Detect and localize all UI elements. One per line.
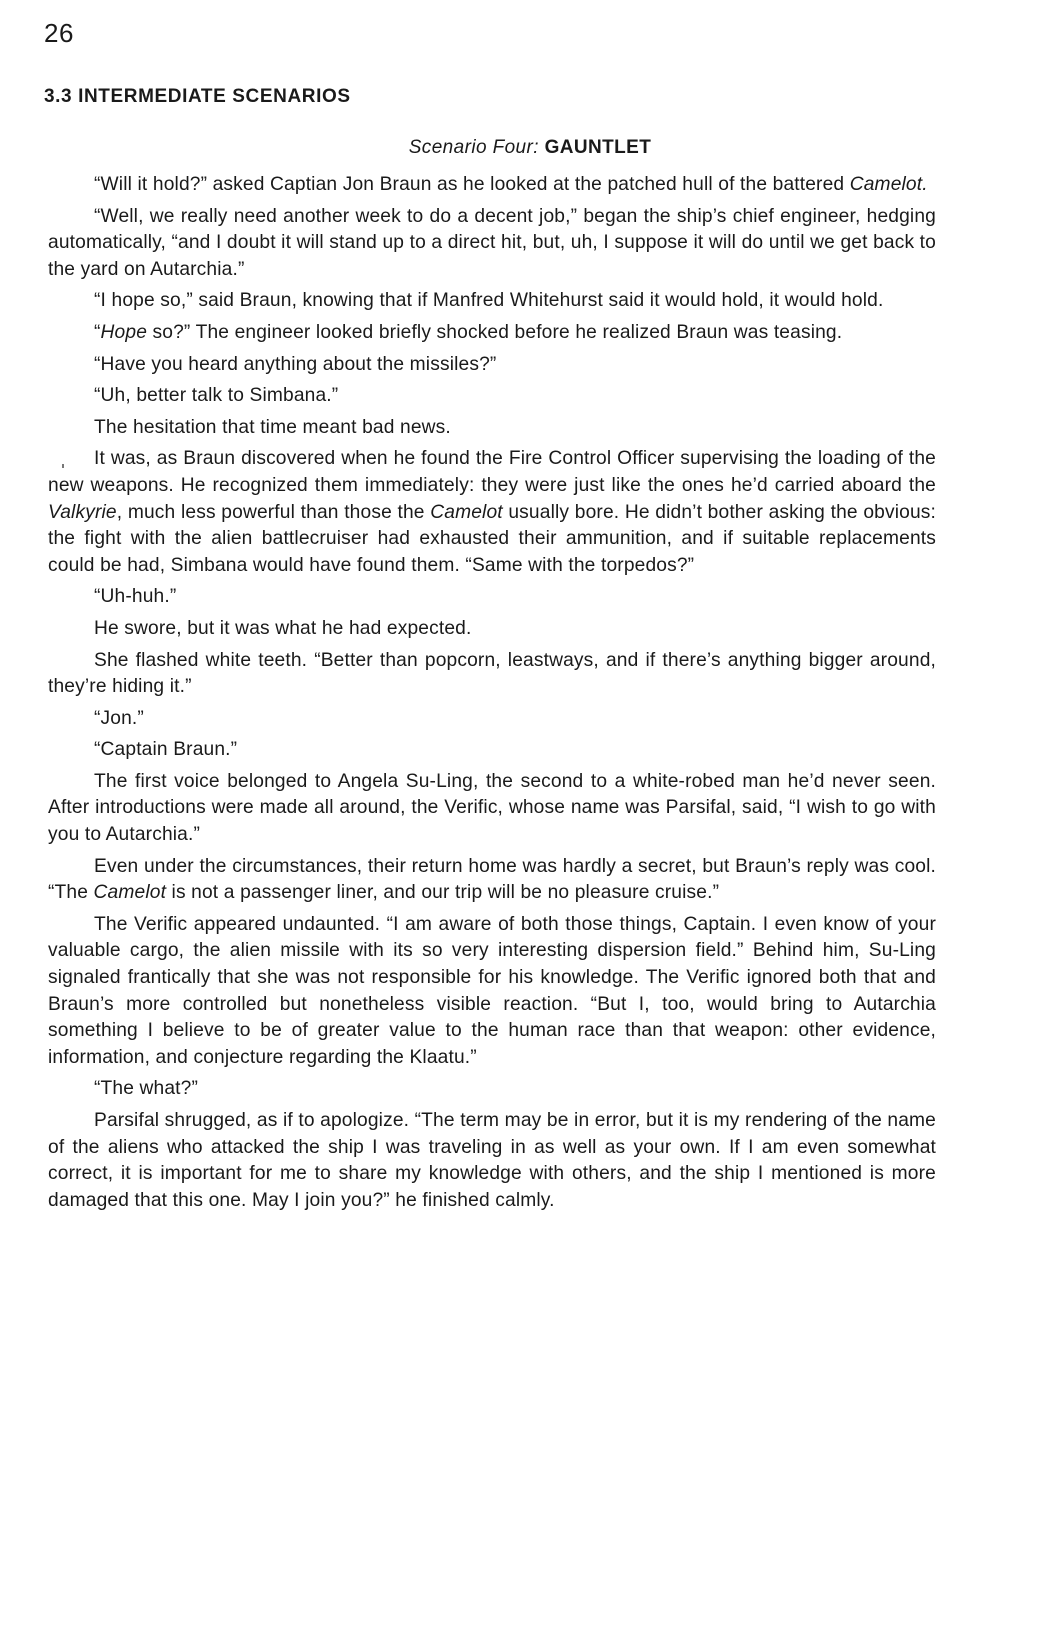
paragraph — [48, 616, 936, 643]
paragraph-text: “Jon.” — [94, 707, 144, 729]
paragraph-text: “Uh, better talk to Simbana.” — [94, 385, 339, 407]
paragraph — [48, 706, 936, 733]
section-heading: 3.3 INTERMEDIATE SCENARIOS — [44, 86, 351, 107]
paragraph — [48, 1108, 936, 1214]
paragraph-text: The first voice belonged to Angela Su-Ling, the second to a white-robed man he’d never seen. After introductions were made all around, the Verific, whose name was Parsifal, said, “I wish to go with you to Autarchia.” — [48, 770, 936, 846]
paragraph-text: “I hope so,” said Braun, knowing that if Manfred Whitehurst said it would hold, it would hold. — [94, 290, 884, 312]
paragraph — [48, 769, 936, 849]
scan-speck — [62, 464, 64, 468]
paragraph — [48, 1076, 936, 1103]
scenario-label: Scenario Four: — [408, 137, 539, 158]
italic-text: Valkyrie — [48, 501, 117, 523]
paragraph — [48, 446, 936, 579]
paragraph-text: , much less powerful than those the — [116, 501, 431, 523]
paragraph-text: “Will it hold?” asked Captian Jon Braun as he looked at the patched hull of the battered — [94, 174, 850, 195]
paragraph-text: usually bore. He didn’t bother asking the obvious: the fight with the alien battlecruiser had exhausted their ammunition, and if suitable replacements could be had, Simbana would have found them. “Same with the torpedos?” — [48, 501, 936, 576]
paragraph — [48, 415, 936, 442]
paragraph — [48, 737, 936, 764]
paragraph — [48, 172, 936, 199]
paragraph-text: Even under the circumstances, their return home was hardly a secret, but Braun’s reply was cool. “The — [48, 855, 936, 904]
paragraph — [48, 320, 936, 347]
italic-text: Camelot — [430, 501, 503, 523]
scenario-title — [0, 137, 1060, 159]
paragraph-text: “ — [94, 321, 101, 343]
paragraph — [48, 352, 936, 379]
italic-text: Camelot. — [849, 174, 928, 195]
paragraph-text: He swore, but it was what he had expected. — [94, 617, 472, 639]
italic-text: Hope — [100, 321, 148, 343]
paragraph-text: She flashed white teeth. “Better than popcorn, leastways, and if there’s anything bigger around, they’re hiding it.” — [48, 649, 936, 698]
body-text — [48, 172, 936, 1219]
paragraph — [48, 204, 936, 284]
paragraph-text: “Uh-huh.” — [94, 586, 177, 608]
paragraph-text: “Have you heard anything about the missiles?” — [94, 353, 497, 375]
paragraph-text: is not a passenger liner, and our trip will be no pleasure cruise.” — [166, 882, 720, 904]
paragraph — [48, 912, 936, 1072]
italic-text: Camelot — [93, 882, 167, 904]
paragraph-text: “Captain Braun.” — [94, 739, 238, 761]
paragraph-text: Parsifal shrugged, as if to apologize. “The term may be in error, but it is my rendering of the name of the aliens who attacked the ship I was traveling in as well as your own. If I am even somewhat correct, it is important for me to share my knowledge with others, and the ship I mentioned is more damaged that this one. May I join you?” he finished calmly. — [48, 1110, 936, 1211]
paragraph — [48, 383, 936, 410]
paragraph-text: “Well, we really need another week to do a decent job,” began the ship’s chief engineer, hedging automatically, “and I doubt it will stand up to a direct hit, but, uh, I suppose it will do until we get back to the yard on Autarchia.” — [48, 205, 936, 280]
paragraph — [48, 854, 936, 907]
paragraph — [48, 648, 936, 701]
paragraph-text: “The what?” — [94, 1078, 199, 1100]
paragraph — [48, 584, 936, 611]
paragraph — [48, 288, 936, 315]
page-number: 26 — [44, 18, 74, 48]
paragraph-text: It was, as Braun discovered when he found the Fire Control Officer supervising the loading of the new weapons. He recognized them immediately: they were just like the ones he’d carried aboard the — [48, 448, 936, 496]
scenario-name: GAUNTLET — [544, 137, 652, 158]
paragraph-text: The hesitation that time meant bad news. — [94, 416, 451, 438]
paragraph-text: so?” The engineer looked briefly shocked before he realized Braun was teasing. — [147, 321, 843, 343]
paragraph-text: The Verific appeared undaunted. “I am aware of both those things, Captain. I even know of your valuable cargo, the alien missile with its so very interesting dispersion field.” Behind him, Su-Ling signaled frantically that she was not responsible for his knowledge. The Verific ignored both that and Braun’s more controlled but nonetheless visible reaction. “But I, too, would bring to Autarchia something I believe to be of greater value to the human race than that weapon: other evidence, information, and conjecture regarding the Klaatu.” — [48, 913, 936, 1068]
